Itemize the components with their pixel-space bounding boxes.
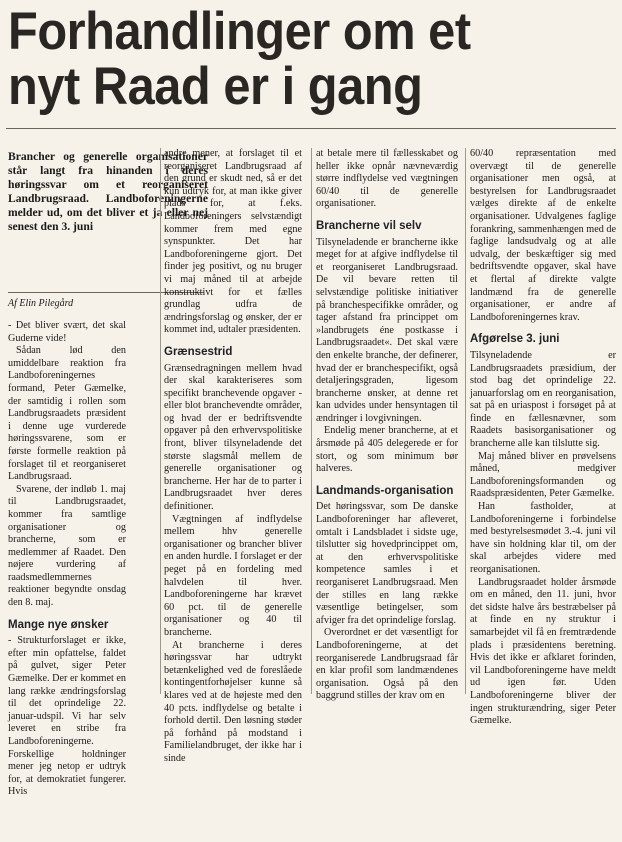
- top-rule: [6, 128, 616, 129]
- column-divider-1: [160, 148, 161, 694]
- column-2: [164, 148, 302, 842]
- byline: Af Elin Pilegård: [8, 298, 74, 309]
- column-3: [316, 148, 458, 842]
- subheading-afgorelse-3-juni: Afgørelse 3. juni: [470, 333, 560, 346]
- lead-paragraph: Brancher og generelle organisationer står langt fra hinanden i deres høringssvar om et reorganiseret Landbrugsraad. Landboforeningerne melder ud, om det bliver et ja eller nej senest den 3. juni: [8, 150, 208, 233]
- paragraph: Tilsyneladende er Landbrugsraadets præsidium, der stod bag det oprindelige 22. januarforslag om en reorganisation, sat på en uriaspost i forsøget på at finde en fællesnævner, som Raadets basisorganisationer og brancherne alle kan tilslutte sig.: [470, 349, 616, 450]
- paragraph: - Strukturforslaget er ikke, efter min opfattelse, faldet på gulvet, siger Peter Gæmelke. Der er kommet en lang række ændringsforslag til det oprindelige 22. januar-udspil. Vi har selv leveret en stribe fra Landboforeningerne. Forskellige holdninger mener jeg netop er udtryk for, at demokratiet fungerer. Hvis: [8, 635, 126, 798]
- column-divider-3: [465, 148, 466, 694]
- paragraph: Tilsyneladende er brancherne ikke meget for at afgive indflydelse til et reorganiseret Landbrugsraad. De vil bevare retten til selvstændige politiske initiativer på branchespecifikke områder, og tager afstand fra princippet om »landbrugets éne postkasse i Landbrugsraadet«. Det skal være den enkelte branche, der definerer, hvad der er branchespecifikt, også detaljeringsgraden, ligesom brancherne ønsker, at denne ret kan udvides under hensyntagen til ændringer i lovgivningen.: [316, 236, 458, 424]
- paragraph: Overordnet er det væsentligt for Landboforeningerne, at det reorganiserede Landbrugsraad får en klar profil som landmændenes organisation. Også på den baggrund stilles der krav om en: [316, 627, 458, 702]
- paragraph: Grænsedragningen mellem hvad der skal karakteriseres som specifikt branchevende opgaver - eller blot branchevendte områder, og hvad der er bedriftsvendte opgaver på den erhvervspolitiske front, bliver tilsyneladende det største slagsmål mellem de generelle organisationer og brancherne. Her har de to parter i Landbrugsraadet hver deres definitioner.: [164, 362, 302, 513]
- column-1: [8, 320, 126, 798]
- headline-line-1: Forhandlinger om et: [8, 2, 471, 61]
- paragraph: 60/40 repræsentation med overvægt til de generelle organisationer men også, at bestyrelsen for Landbrugsraadet vælges direkte af de enkelte organisationer. Udvalgenes faglige forankring, sammenhængen med de faglige landsudvalg og at alle udvalg, der beskæftiger sig med bedriftsvendte opgaver, skal have et flertal af direkte valgte landmænd fra de generelle organisationer, er andre af Landboforeningernes krav.: [470, 148, 616, 323]
- paragraph: at betale mere til fællesskabet og heller ikke opnår nævneværdig større indflydelse ved vægtningen 60/40 til de generelle organisationer.: [316, 148, 458, 210]
- subheading-graensestrid: Grænsestrid: [164, 345, 233, 358]
- column-4: [470, 148, 616, 842]
- paragraph: Svarene, der indløb 1. maj til Landbrugsraadet, kommer fra samtlige organisationer og brancherne, som er medlemmer af Raadet. Den nøjere vurdering af raadsmedlemmernes reaktioner begyndte onsdag den 8. maj.: [8, 483, 126, 609]
- headline-line-2: nyt Raad er i gang: [8, 57, 423, 116]
- subheading-landmands-organisation: Landmands-organisation: [316, 484, 454, 497]
- paragraph: - Det bliver svært, det skal Guderne vide!: [8, 320, 126, 344]
- paragraph: Maj måned bliver en prøvelsens måned, medgiver Landboforeningsformanden og Raadspræsidenten, Peter Gæmelke.: [470, 450, 616, 500]
- subheading-brancherne-vil-selv: Brancherne vil selv: [316, 219, 422, 232]
- paragraph: Han fastholder, at Landboforeningerne i forbindelse med bestyrelsesmødet 3.-4. juni vil have sin holdning klar til, om der skal arbejdes videre med reorganisationen.: [470, 501, 616, 575]
- paragraph: andre mener, at forslaget til et reorganiseret Landbrugsraad af den grund er skudt ned, så er det kun udtryk for, at man ikke giver plads for, at f.eks. Landboforeningers selvstændigt kommer frem med egne synspunkter. Det har Landboforeningerne gjort. Det finder jeg positivt, og nu bruger vi maj måned til at arbejde konstruktivt for et fælles grundlag udfra de ændringsforslag og ønsker, der er kommet ind, udtaler præsidenten.: [164, 148, 302, 336]
- subheading-mange-nye-onsker: Mange nye ønsker: [8, 618, 109, 631]
- column-divider-2: [311, 148, 312, 694]
- headline: [8, 4, 569, 114]
- paragraph: Landbrugsraadet holder årsmøde om en måned, den 11. juni, hvor det sidste halve års bestræbelser på at finde en ny struktur i samarbejdet vil få en fremtrædende plads i præsidentens beretning. Hvis det ikke er afklaret forinden, vil Landboforeningerne have meldt ud igen før. Uden Landboforeningerne bliver der ingen strukturændring, siger Peter Gæmelke.: [470, 576, 616, 727]
- paragraph: Endelig mener brancherne, at et årsmøde på 405 delegerede er for stort, og som minimum bør halveres.: [316, 425, 458, 475]
- paragraph: Sådan lød den umiddelbare reaktion fra Landboforeningernes formand, Peter Gæmelke, der samtidig i rollen som Landbrugsraadets præsident i denne uge vurderede høringssvarene, som er første formelle reaktion på forslaget til et reorganiseret Landbrugsraad.: [8, 345, 126, 483]
- paragraph: At brancherne i deres høringssvar har udtrykt betænkelighed ved de foreslåede kontingentforhøjelser kunne så klares ved at de højeste med den 40 pcts. indflydelse og betalte i forhold dertil. Den løsning støder på forhånd på modstand i Familielandbruget, der ikke har i sinde: [164, 639, 302, 764]
- paragraph: Vægtningen af indflydelse mellem hhv generelle organisationer og brancher bliver en anden hurdle. I forslaget er der peget på en fordeling med halvdelen til hver. Landboforeningerne har krævet 60 pct. til de generelle organisationer og 40 til brancherne.: [164, 513, 302, 638]
- paragraph: Det høringssvar, som De danske Landboforeninger har afleveret, omtalt i Landsbladet i sidste uge, tilslutter sig hovedprincippet om, at den erhvervspolitiske kompetence samles i et reorganiseret Landbrugsraad. Men der stilles en lang række væsentlige betingelser, som afviger fra det oprindelige forslag.: [316, 501, 458, 626]
